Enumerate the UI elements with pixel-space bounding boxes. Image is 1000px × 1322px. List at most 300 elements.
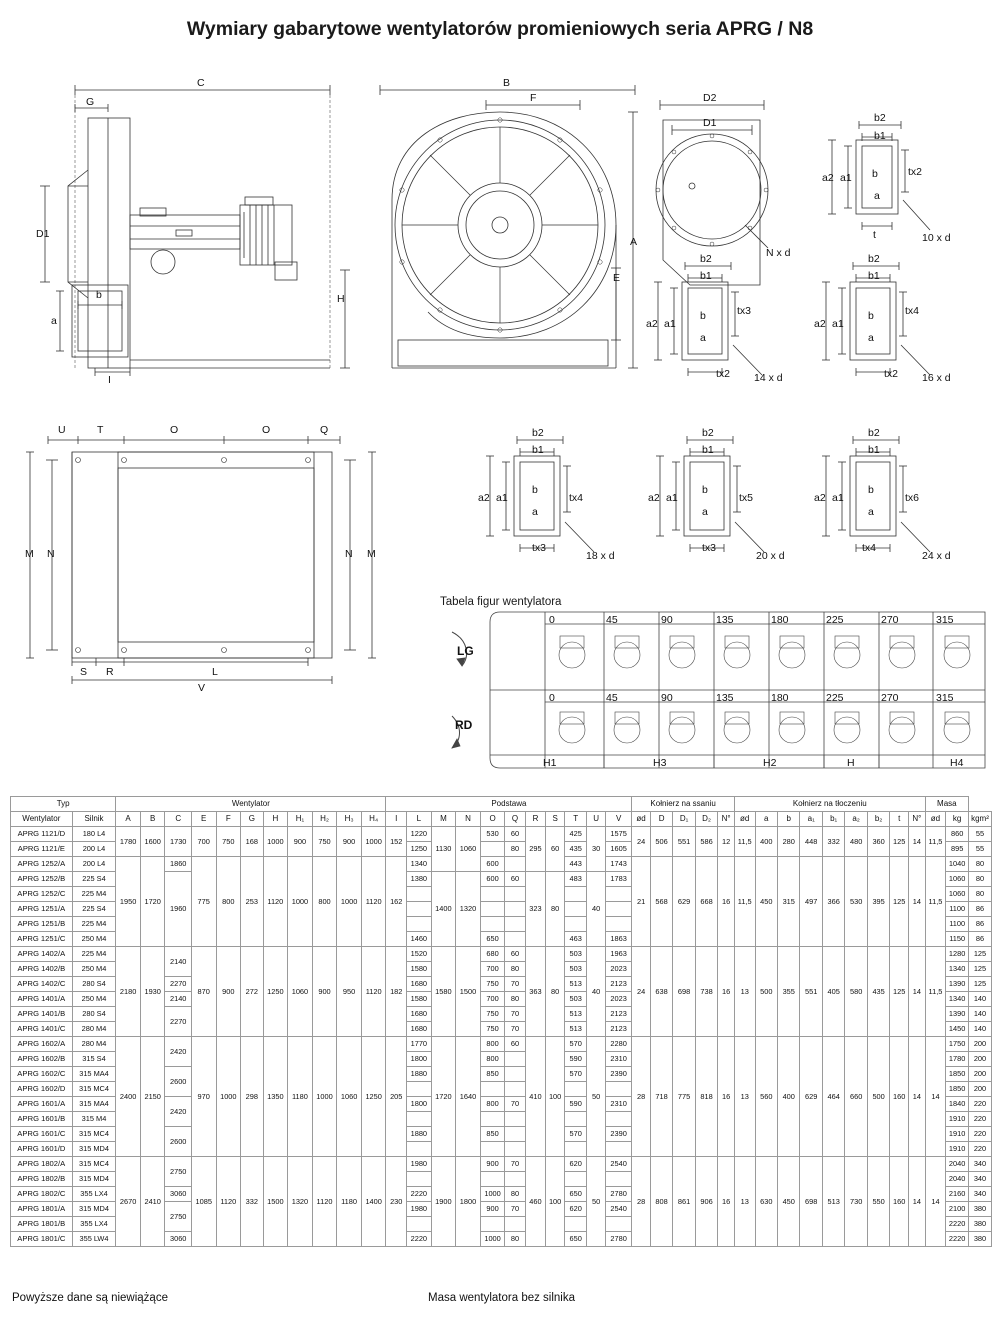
cell-V: 2023 (605, 992, 631, 1007)
cell-T (564, 917, 586, 932)
cell-masa-kg: 2220 (946, 1217, 969, 1232)
dim-label-a-5: a (702, 506, 708, 518)
cell-A: 2670 (116, 1157, 141, 1247)
cell-a2-tloczenie: 730 (845, 1157, 867, 1247)
cell-L: 1880 (407, 1067, 432, 1082)
cell-b2-tloczenie: 435 (867, 947, 889, 1037)
cell-V: 2310 (605, 1097, 631, 1112)
cell-O (480, 1142, 505, 1157)
cell-Q (505, 857, 525, 872)
cell-Q: 70 (505, 1022, 525, 1037)
label-16xd: 16 x d (922, 372, 951, 384)
cell-masa-kgm2: 380 (968, 1232, 991, 1247)
dim-label-U: U (58, 424, 66, 436)
dim-label-b2-5: b2 (702, 427, 714, 439)
dim-label-M-right: M (367, 548, 376, 560)
figure-angle-180-rd: 180 (771, 692, 789, 704)
dim-label-tx6-6: tx6 (905, 492, 920, 504)
cell-typ: APRG 1601/C (11, 1127, 73, 1142)
col-od-ss: ød (632, 812, 651, 827)
cell-typ: APRG 1601/A (11, 1097, 73, 1112)
cell-H: 1250 (263, 947, 288, 1037)
cell-V: 2123 (605, 977, 631, 992)
dim-label-S: S (80, 666, 88, 678)
cell-E: 870 (191, 947, 216, 1037)
cell-Q: 60 (505, 872, 525, 887)
cell-O: 600 (480, 872, 505, 887)
cell-T: 650 (564, 1187, 586, 1202)
cell-M: 1400 (431, 872, 456, 947)
cell-G: 272 (241, 947, 263, 1037)
cell-Q: 60 (505, 1037, 525, 1052)
cell-b1-tloczenie: 332 (822, 827, 844, 857)
cell-masa-kgm2: 55 (968, 827, 991, 842)
cell-silnik: 180 L4 (72, 827, 116, 842)
cell-typ: APRG 1801/C (11, 1232, 73, 1247)
footer-left-note: Powyższe dane są niewiążące (12, 1292, 168, 1304)
cell-V (605, 887, 631, 902)
cell-a-tloczenie: 450 (755, 857, 777, 947)
dim-label-b1-1: b1 (874, 130, 886, 142)
cell-Q (505, 1217, 525, 1232)
dim-label-b2-6: b2 (868, 427, 880, 439)
dim-label-b-1: b (872, 168, 878, 180)
cell-T: 463 (564, 932, 586, 947)
cell-U: 30 (587, 827, 605, 872)
cell-A: 2180 (116, 947, 141, 1037)
cell-masa-kg: 1750 (946, 1037, 969, 1052)
cell-R: 410 (525, 1037, 546, 1157)
label-N-x-d: N x d (766, 247, 791, 259)
cell-H: 1000 (263, 827, 288, 857)
col-silnik: Silnik (72, 812, 116, 827)
cell-F: 900 (216, 947, 241, 1037)
cell-masa-kgm2: 340 (968, 1157, 991, 1172)
dim-label-tx3-2: tx3 (737, 305, 752, 317)
dim-label-L: L (212, 666, 218, 678)
cell-O: 680 (480, 947, 505, 962)
cell-silnik: 225 M4 (72, 947, 116, 962)
cell-V: 2540 (605, 1202, 631, 1217)
dim-label-a-3: a (868, 332, 874, 344)
cell-masa-kgm2: 220 (968, 1097, 991, 1112)
cell-Q: 70 (505, 1202, 525, 1217)
cell-masa-kg: 1910 (946, 1127, 969, 1142)
group-typ: Typ (11, 797, 116, 812)
cell-A: 2400 (116, 1037, 141, 1157)
cell-b-tloczenie: 315 (778, 857, 800, 947)
cell-D: 506 (650, 827, 672, 857)
group-tloczenie: Kołnierz na tłoczeniu (734, 797, 925, 812)
cell-silnik: 315 M4 (72, 1112, 116, 1127)
cell-O: 800 (480, 1052, 505, 1067)
cell-a2-tloczenie: 660 (845, 1037, 867, 1157)
cell-masa-kg: 1340 (946, 992, 969, 1007)
cell-T (564, 1142, 586, 1157)
cell-typ: APRG 1121/D (11, 827, 73, 842)
dim-label-a-1: a (874, 190, 880, 202)
cell-masa-kgm2: 140 (968, 1007, 991, 1022)
col-I: I (386, 812, 407, 827)
dim-label-tx2-3: tx2 (884, 368, 899, 380)
col-kg: kg (946, 812, 969, 827)
cell-O (480, 1082, 505, 1097)
cell-H4: 1120 (361, 947, 386, 1037)
label-24xd: 24 x d (922, 550, 951, 562)
cell-b2-tloczenie: 395 (867, 857, 889, 947)
cell-C: 2750 (165, 1202, 191, 1232)
cell-silnik: 250 M4 (72, 962, 116, 977)
cell-masa-kg: 1340 (946, 962, 969, 977)
cell-V (605, 1172, 631, 1187)
dim-label-b2-2: b2 (700, 253, 712, 265)
dim-label-a2-6: a2 (814, 492, 826, 504)
cell-N: 1500 (456, 947, 481, 1037)
dim-label-b1-4: b1 (532, 444, 544, 456)
cell-O: 650 (480, 932, 505, 947)
dim-label-tx4-6: tx4 (862, 542, 877, 554)
cell-b2-tloczenie: 360 (867, 827, 889, 857)
cell-M: 1720 (431, 1037, 456, 1157)
cell-H1: 900 (288, 827, 313, 857)
cell-D1: 551 (673, 827, 695, 857)
col-M: M (431, 812, 456, 827)
cell-silnik: 315 MD4 (72, 1172, 116, 1187)
cell-masa-kg: 2040 (946, 1172, 969, 1187)
dim-label-a1-2: a1 (664, 318, 676, 330)
cell-Q: 60 (505, 827, 525, 842)
cell-N-tloczenie: 14 (909, 947, 926, 1037)
cell-masa-kgm2: 220 (968, 1127, 991, 1142)
cell-typ: APRG 1401/C (11, 1022, 73, 1037)
dim-label-D1-inlet: D1 (703, 117, 717, 129)
cell-masa-kgm2: 200 (968, 1067, 991, 1082)
cell-M: 1580 (431, 947, 456, 1037)
cell-G: 332 (241, 1157, 263, 1247)
cell-masa-kg: 1850 (946, 1067, 969, 1082)
figure-angle-90-rd: 90 (661, 692, 673, 704)
cell-a-tloczenie: 400 (755, 827, 777, 857)
cell-silnik: 315 MA4 (72, 1097, 116, 1112)
col-od-tl: ød (925, 812, 946, 827)
col-N-ss: N° (718, 812, 735, 827)
cell-silnik: 315 MC4 (72, 1082, 116, 1097)
dim-label-a1-5: a1 (666, 492, 678, 504)
cell-masa-kg: 1390 (946, 977, 969, 992)
cell-L: 1580 (407, 992, 432, 1007)
cell-masa-kgm2: 380 (968, 1217, 991, 1232)
cell-od2-ssanie: 11,5 (734, 827, 755, 857)
dim-label-I: I (108, 374, 111, 386)
cell-masa-kg: 1780 (946, 1052, 969, 1067)
cell-N-ssanie: 16 (718, 1157, 735, 1247)
dim-label-b-3: b (868, 310, 874, 322)
group-ssanie: Kołnierz na ssaniu (632, 797, 735, 812)
cell-H3: 900 (337, 827, 362, 857)
cell-O (480, 887, 505, 902)
col-L: L (407, 812, 432, 827)
dim-label-tx4-3: tx4 (905, 305, 920, 317)
cell-H3: 1060 (337, 1037, 362, 1157)
cell-silnik: 225 M4 (72, 917, 116, 932)
col-C: C (165, 812, 191, 827)
cell-H2: 1000 (312, 1037, 337, 1157)
figure-table-title: Tabela figur wentylatora (440, 596, 562, 608)
cell-N-tloczenie: 14 (909, 1157, 926, 1247)
cell-typ: APRG 1801/B (11, 1217, 73, 1232)
cell-typ: APRG 1121/E (11, 842, 73, 857)
figure-angle-135-rd: 135 (716, 692, 734, 704)
cell-T (564, 902, 586, 917)
cell-C: 2750 (165, 1157, 191, 1187)
dim-label-a2-3: a2 (814, 318, 826, 330)
cell-masa-kgm2: 125 (968, 947, 991, 962)
cell-t-tloczenie: 160 (890, 1037, 909, 1157)
cell-L (407, 1172, 432, 1187)
cell-masa-kg: 2100 (946, 1202, 969, 1217)
cell-G: 168 (241, 827, 263, 857)
dim-label-A: A (630, 236, 638, 248)
cell-Q (505, 1067, 525, 1082)
col-D1: D₁ (673, 812, 695, 827)
cell-L: 1680 (407, 1007, 432, 1022)
cell-masa-kgm2: 220 (968, 1142, 991, 1157)
col-O: O (480, 812, 505, 827)
col-E: E (191, 812, 216, 827)
dim-label-b1-5: b1 (702, 444, 714, 456)
cell-G: 253 (241, 857, 263, 947)
cell-C: 2270 (165, 977, 191, 992)
cell-O: 700 (480, 962, 505, 977)
dim-label-b1-6: b1 (868, 444, 880, 456)
dim-label-a2-4: a2 (478, 492, 490, 504)
cell-T: 425 (564, 827, 586, 842)
dim-label-a1-6: a1 (832, 492, 844, 504)
cell-Q: 80 (505, 1232, 525, 1247)
cell-masa-kgm2: 200 (968, 1037, 991, 1052)
cell-C: 1960 (165, 872, 191, 947)
table-column-header-row (11, 812, 992, 827)
figure-group-H3: H3 (653, 757, 667, 769)
col-U: U (587, 812, 605, 827)
table-row (11, 827, 992, 842)
dim-label-V: V (198, 682, 206, 694)
figure-group-H4: H4 (950, 757, 964, 769)
cell-L (407, 1112, 432, 1127)
dim-label-H: H (337, 293, 345, 305)
col-b2: b₂ (867, 812, 889, 827)
cell-silnik: 200 L4 (72, 857, 116, 872)
cell-L: 1380 (407, 872, 432, 887)
cell-N: 1640 (456, 1037, 481, 1157)
cell-S: 100 (546, 1037, 565, 1157)
cell-I: 230 (386, 1157, 407, 1247)
col-a2: a₂ (845, 812, 867, 827)
cell-b1-tloczenie: 513 (822, 1157, 844, 1247)
cell-t-tloczenie: 125 (890, 827, 909, 857)
cell-I: 182 (386, 947, 407, 1037)
cell-V (605, 1217, 631, 1232)
cell-typ: APRG 1251/C (11, 932, 73, 947)
cell-O: 600 (480, 857, 505, 872)
cell-T: 513 (564, 977, 586, 992)
cell-Q (505, 902, 525, 917)
cell-L: 1520 (407, 947, 432, 962)
cell-V: 1963 (605, 947, 631, 962)
dim-label-Q: Q (320, 424, 329, 436)
col-G: G (241, 812, 263, 827)
figure-angle-45-rd: 45 (606, 692, 618, 704)
cell-silnik: 315 MC4 (72, 1157, 116, 1172)
cell-E: 1085 (191, 1157, 216, 1247)
cell-H1: 1180 (288, 1037, 313, 1157)
col-N-tl: N° (909, 812, 926, 827)
cell-O (480, 902, 505, 917)
cell-silnik: 355 LX4 (72, 1187, 116, 1202)
cell-S: 80 (546, 872, 565, 947)
cell-E: 700 (191, 827, 216, 857)
cell-V: 2780 (605, 1232, 631, 1247)
cell-t-tloczenie: 160 (890, 1157, 909, 1247)
cell-L: 1580 (407, 962, 432, 977)
col-kgm2: kgm² (968, 812, 991, 827)
cell-masa-kgm2: 200 (968, 1082, 991, 1097)
table-body (11, 827, 992, 1247)
cell-N: 1320 (456, 872, 481, 947)
cell-masa-kg: 2160 (946, 1187, 969, 1202)
cell-V: 2023 (605, 962, 631, 977)
cell-C: 3060 (165, 1187, 191, 1202)
dim-label-tx3-4: tx3 (532, 542, 547, 554)
cell-V (605, 1082, 631, 1097)
cell-Q (505, 1142, 525, 1157)
dim-label-b-5: b (702, 484, 708, 496)
cell-typ: APRG 1401/A (11, 992, 73, 1007)
dim-label-a-2: a (700, 332, 706, 344)
figure-group-H2: H2 (763, 757, 777, 769)
cell-a-tloczenie: 630 (755, 1157, 777, 1247)
cell-b-tloczenie: 400 (778, 1037, 800, 1157)
cell-I: 162 (386, 857, 407, 947)
cell-T: 503 (564, 962, 586, 977)
cell-od-ssanie: 21 (632, 857, 651, 947)
figure-angle-315-rd: 315 (936, 692, 954, 704)
cell-O: 530 (480, 827, 505, 842)
cell-F: 1120 (216, 1157, 241, 1247)
cell-V: 1863 (605, 932, 631, 947)
col-B: B (140, 812, 165, 827)
col-V: V (605, 812, 631, 827)
cell-T (564, 1172, 586, 1187)
figure-angle-135-lg: 135 (716, 614, 734, 626)
dim-label-F: F (530, 92, 537, 104)
cell-T (564, 1082, 586, 1097)
dim-label-B: B (503, 77, 511, 89)
cell-V: 1575 (605, 827, 631, 842)
cell-R: 363 (525, 947, 546, 1037)
cell-O (480, 1172, 505, 1187)
figure-angle-225-rd: 225 (826, 692, 844, 704)
dim-label-b-4: b (532, 484, 538, 496)
cell-L: 1680 (407, 1022, 432, 1037)
dim-label-E: E (613, 272, 621, 284)
dim-label-t-1: t (873, 229, 876, 241)
dim-label-a1-4: a1 (496, 492, 508, 504)
dim-label-T: T (97, 424, 104, 436)
cell-b-tloczenie: 450 (778, 1157, 800, 1247)
cell-R: 323 (525, 872, 546, 947)
cell-V: 1743 (605, 857, 631, 872)
cell-T: 590 (564, 1052, 586, 1067)
cell-D: 638 (650, 947, 672, 1037)
cell-T: 620 (564, 1202, 586, 1217)
cell-V (605, 1112, 631, 1127)
group-masa: Masa (925, 797, 968, 812)
cell-masa-kgm2: 380 (968, 1202, 991, 1217)
figure-angle-270-rd: 270 (881, 692, 899, 704)
col-H4: H₄ (361, 812, 386, 827)
cell-U: 50 (587, 1037, 605, 1157)
dim-label-a2-1: a2 (822, 172, 834, 184)
cell-C: 1730 (165, 827, 191, 857)
cell-typ: APRG 1802/B (11, 1172, 73, 1187)
cell-O: 750 (480, 1022, 505, 1037)
cell-silnik: 280 S4 (72, 1007, 116, 1022)
cell-H2: 800 (312, 857, 337, 947)
cell-C: 2420 (165, 1037, 191, 1067)
table-row (11, 947, 992, 962)
cell-V: 2540 (605, 1157, 631, 1172)
cell-O: 900 (480, 1157, 505, 1172)
cell-silnik: 280 M4 (72, 1022, 116, 1037)
cell-L: 1800 (407, 1052, 432, 1067)
cell-H2: 750 (312, 827, 337, 857)
cell-U: 40 (587, 947, 605, 1037)
cell-Q: 80 (505, 992, 525, 1007)
cell-L: 2220 (407, 1187, 432, 1202)
cell-T: 483 (564, 872, 586, 887)
cell-Q: 70 (505, 1007, 525, 1022)
figure-angle-270-lg: 270 (881, 614, 899, 626)
cell-S: 100 (546, 1157, 565, 1247)
cell-D2: 906 (695, 1157, 717, 1247)
figure-group-H1: H1 (543, 757, 557, 769)
dimensions-table-wrap (10, 796, 992, 1247)
cell-b2-tloczenie: 550 (867, 1157, 889, 1247)
dim-label-a1-1: a1 (840, 172, 852, 184)
cell-H4: 1120 (361, 857, 386, 947)
cell-masa-kgm2: 80 (968, 872, 991, 887)
figure-angle-90-lg: 90 (661, 614, 673, 626)
cell-T: 570 (564, 1067, 586, 1082)
dim-label-a-4: a (532, 506, 538, 518)
cell-O: 1000 (480, 1187, 505, 1202)
dim-label-a-side: a (51, 315, 57, 327)
cell-typ: APRG 1601/D (11, 1142, 73, 1157)
cell-V: 1605 (605, 842, 631, 857)
col-a: a (755, 812, 777, 827)
dim-label-b2-1: b2 (874, 112, 886, 124)
cell-typ: APRG 1252/C (11, 887, 73, 902)
cell-L (407, 1082, 432, 1097)
cell-masa-kgm2: 80 (968, 887, 991, 902)
cell-od-ssanie: 24 (632, 827, 651, 857)
cell-a2-tloczenie: 480 (845, 827, 867, 857)
col-H2: H₂ (312, 812, 337, 827)
cell-G: 298 (241, 1037, 263, 1157)
cell-masa-kg: 1840 (946, 1097, 969, 1112)
cell-T: 513 (564, 1007, 586, 1022)
